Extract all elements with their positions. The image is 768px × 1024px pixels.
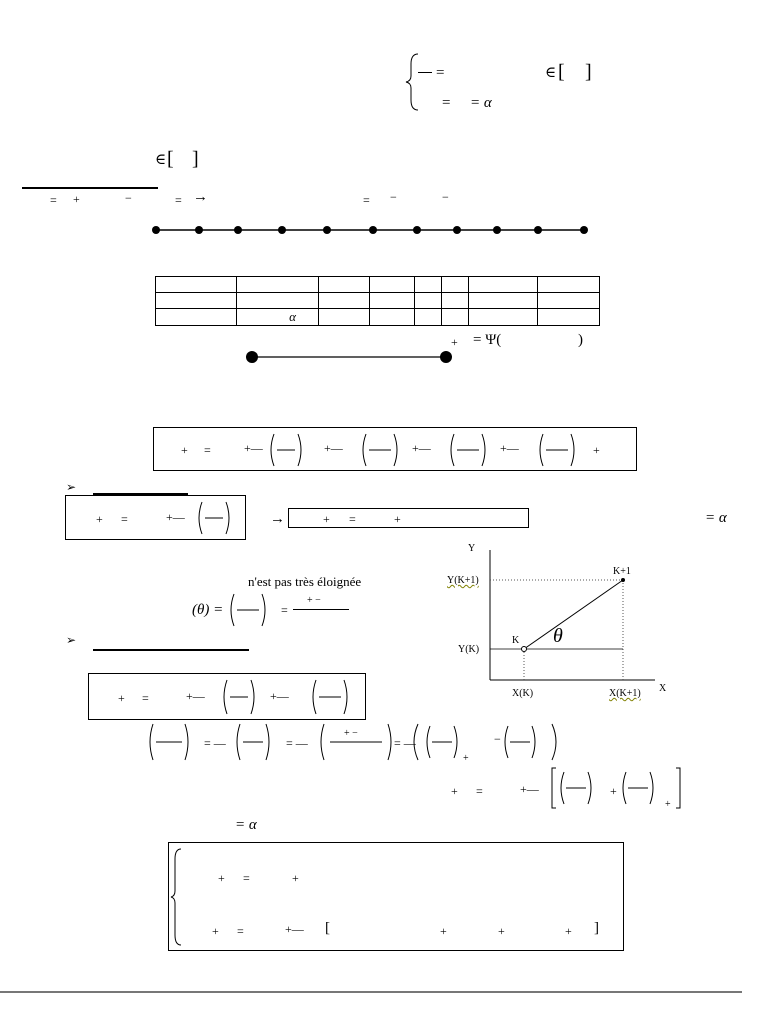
right-bracket: ] (192, 148, 199, 170)
term: +— (244, 441, 263, 455)
paren-frac (537, 432, 577, 468)
paren-frac (147, 722, 191, 762)
eq-sign: = (363, 193, 370, 207)
eq-sign: = (204, 443, 211, 457)
term: +— (500, 441, 519, 455)
eq-sign: = (436, 65, 445, 81)
brace-left (171, 847, 183, 947)
plus-sign: + (292, 871, 299, 885)
table-row (156, 277, 600, 293)
plus-sign: + (181, 443, 188, 457)
eq-alpha: = α (235, 817, 257, 833)
eq-alpha: = α (705, 510, 727, 526)
grid-point (234, 226, 242, 234)
eq-frac: = — (204, 736, 226, 750)
eq-sign: = (175, 193, 182, 207)
plus-sign: + (451, 335, 458, 349)
term: +— (285, 922, 304, 936)
grid-point (534, 226, 542, 234)
paren-frac (310, 678, 350, 716)
eq-sign: = (121, 512, 128, 526)
plus-sign: + (218, 871, 225, 885)
taylor-box (153, 427, 637, 471)
eq-psi: = Ψ( (473, 332, 502, 348)
plus-sign: + (565, 924, 572, 938)
nested-parens (410, 722, 560, 762)
subscript-plus: + (665, 799, 671, 810)
theta-lhs: (θ) = (192, 602, 224, 618)
table-cell-alpha: α (237, 309, 319, 326)
angle-theta-label: θ (553, 625, 563, 647)
grid-point (369, 226, 377, 234)
arrow-right: → (270, 511, 285, 527)
minus-sign: − (442, 190, 449, 204)
left-bracket: [ (558, 61, 565, 83)
eq-frac: = — (286, 736, 308, 750)
arrow-right: → (193, 189, 208, 205)
grid-point (323, 226, 331, 234)
left-bracket: [ (325, 920, 330, 936)
plus-sign: + (610, 784, 617, 798)
segment-two-points (245, 350, 455, 364)
term: +— (324, 441, 343, 455)
euler-box (288, 508, 529, 528)
right-bracket: ] (585, 61, 592, 83)
final-system-box (168, 842, 624, 951)
minus-sign: − (125, 191, 132, 205)
minus-sign: − (494, 732, 501, 746)
plus-sign: + (118, 691, 125, 705)
paren-frac (360, 432, 400, 468)
term: +— (166, 510, 185, 524)
grid-point (152, 226, 160, 234)
y-k-label: Y(K) (458, 644, 480, 655)
paren-frac (228, 592, 268, 628)
y-axis-label: Y (468, 543, 476, 554)
x-k-label: X(K) (512, 688, 534, 699)
right-paren: ) (578, 332, 583, 348)
point-k1-label: K+1 (613, 566, 631, 577)
second-order-box (88, 673, 366, 720)
eq-alpha: = α (470, 95, 492, 111)
minus-sign: − (390, 190, 397, 204)
plus-sign: + (96, 512, 103, 526)
eq-sign: = (237, 924, 244, 938)
paren-frac (234, 722, 272, 762)
data-table (155, 276, 600, 326)
term: +— (520, 782, 539, 796)
grid-point (278, 226, 286, 234)
eq-sign: = (442, 95, 451, 111)
plus-sign: + (323, 512, 330, 526)
secant-graph (445, 540, 675, 710)
first-order-box (65, 495, 246, 540)
eq-frac: = — (394, 736, 416, 750)
element-of-symbol: ∈ (155, 152, 167, 168)
x-axis-label: X (659, 683, 667, 694)
term: +— (412, 441, 431, 455)
eq-sign: = (50, 193, 57, 207)
frac-numerator: + − (344, 728, 358, 739)
paren-frac (448, 432, 488, 468)
eq-sign: = (349, 512, 356, 526)
paren-frac (196, 500, 232, 536)
plus-sign: + (451, 784, 458, 798)
bullet-arrow-icon: ➢ (66, 480, 77, 494)
eq-sign: = (476, 784, 483, 798)
paren-frac (268, 432, 304, 468)
frac-numerator: + − (307, 595, 321, 606)
eq-sign: = (142, 691, 149, 705)
left-bracket: [ (167, 148, 174, 170)
y-k1-label: Y(K+1) (447, 575, 479, 586)
grid-point (580, 226, 588, 234)
plus-sign: + (212, 924, 219, 938)
grid-point (195, 226, 203, 234)
table-row (156, 309, 600, 326)
right-bracket: ] (594, 920, 599, 936)
term: +— (270, 689, 289, 703)
plus-sign: + (498, 924, 505, 938)
grid-point (413, 226, 421, 234)
brace-top (406, 52, 420, 112)
note-text: n'est pas très éloignée (248, 574, 362, 589)
frac-bar (293, 609, 349, 610)
grid-point (493, 226, 501, 234)
bullet-arrow-icon: ➢ (66, 633, 77, 647)
frac-bar (418, 72, 432, 73)
eq-sign: = (243, 871, 250, 885)
frac-bar (22, 187, 158, 189)
subscript-plus: + (463, 753, 469, 764)
point-k-label: K (512, 635, 520, 646)
element-of-symbol: ∈ (545, 65, 557, 81)
paren-frac (221, 678, 257, 716)
grid-point (453, 226, 461, 234)
grid-points-line (150, 224, 590, 236)
term: +— (186, 689, 205, 703)
plus-sign: + (394, 512, 401, 526)
x-k1-label: X(K+1) (609, 688, 641, 699)
eq-sign: = (281, 603, 288, 617)
underline (93, 649, 249, 651)
plus-sign: + (440, 924, 447, 938)
table-row (156, 293, 600, 309)
plus-sign: + (593, 443, 600, 457)
page-bottom-rule (0, 991, 742, 993)
plus-sign: + (73, 192, 80, 206)
